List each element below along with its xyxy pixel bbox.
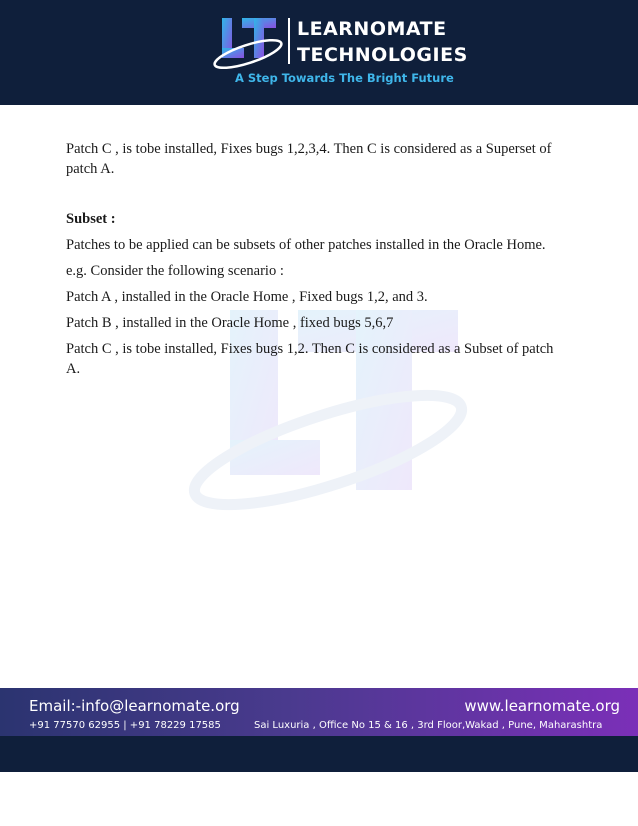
lt-logo-icon xyxy=(212,14,284,72)
footer-address: Sai Luxuria , Office No 15 & 16 , 3rd Floor,Wakad , Pune, Maharashtra xyxy=(254,720,603,731)
patch-a-line: Patch A , installed in the Oracle Home , Fixed bugs 1,2, and 3. xyxy=(66,289,428,305)
superset-paragraph: Patch C , is tobe installed, Fixes bugs 1,2,3,4. Then C is considered as a Superset of patch A. xyxy=(66,141,552,177)
brand-tagline: A Step Towards The Bright Future xyxy=(235,71,454,85)
footer-email[interactable]: Email:-info@learnomate.org xyxy=(29,697,240,715)
brand-name-line1: LEARNOMATE xyxy=(297,18,447,40)
logo-divider xyxy=(288,18,290,64)
subset-heading: Subset : xyxy=(66,211,116,227)
brand-name-line2: TECHNOLOGIES xyxy=(297,44,468,66)
patch-c-paragraph: Patch C , is tobe installed, Fixes bugs 1,2. Then C is considered as a Subset of patch A. xyxy=(66,341,554,377)
footer-bottom-strip xyxy=(0,736,638,772)
footer-website[interactable]: www.learnomate.org xyxy=(464,697,620,715)
subset-intro: Patches to be applied can be subsets of other patches installed in the Oracle Home. xyxy=(66,237,546,253)
example-intro: e.g. Consider the following scenario : xyxy=(66,263,284,279)
footer-phones: +91 77570 62955 | +91 78229 17585 xyxy=(29,720,221,731)
page-header xyxy=(0,0,638,105)
patch-b-line: Patch B , installed in the Oracle Home , fixed bugs 5,6,7 xyxy=(66,315,394,331)
